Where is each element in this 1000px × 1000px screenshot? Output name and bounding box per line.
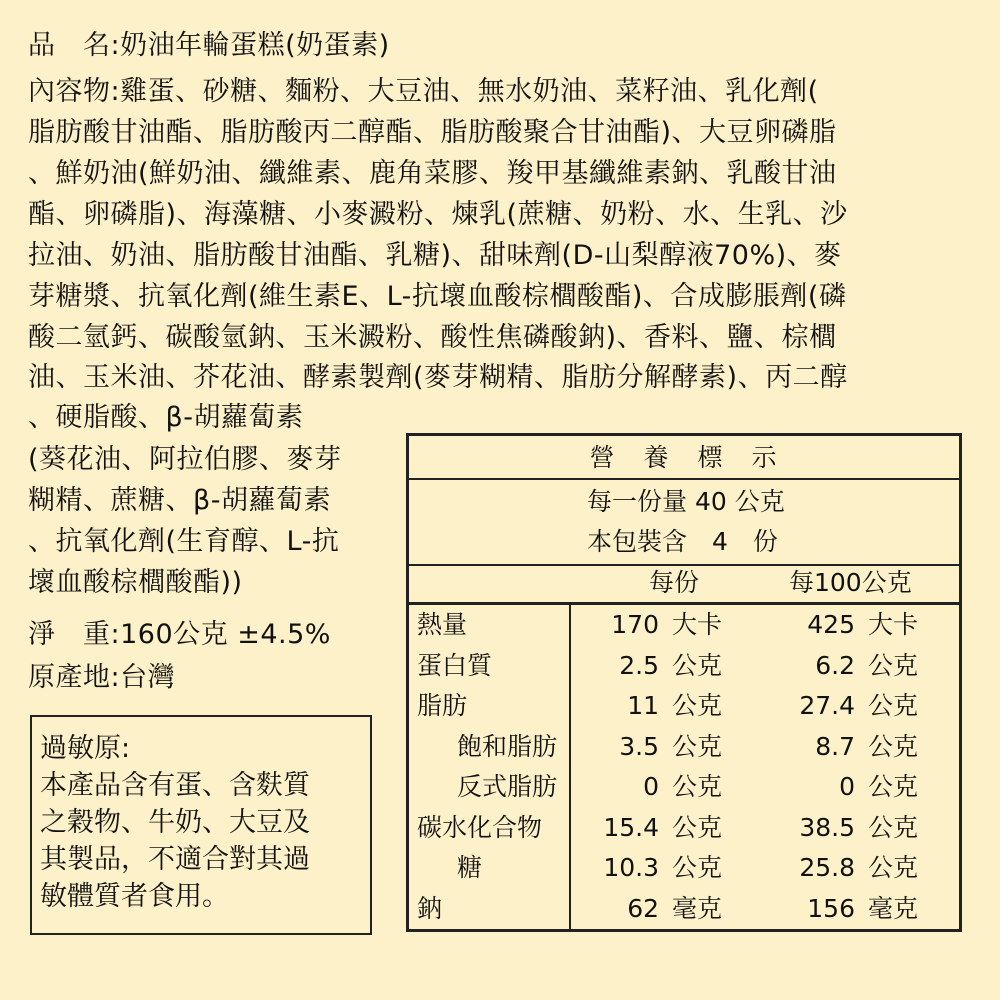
nutrient-name: 蛋白質 xyxy=(417,650,493,680)
col-per-100g: 每100公克 xyxy=(789,568,912,597)
nutrient-name: 碳水化合物 xyxy=(417,812,543,842)
nutrition-title: 營 養 標 示 xyxy=(589,443,779,472)
per-100g-value: 27.4 xyxy=(799,691,855,720)
allergen-box xyxy=(30,715,372,935)
origin: 原產地:台灣 xyxy=(28,662,176,693)
per-serving-unit: 毫克 xyxy=(672,893,723,923)
per-100g-value: 25.8 xyxy=(799,853,855,882)
ingredients-line: 酸二氫鈣、碳酸氫鈉、玉米澱粉、酸性焦磷酸鈉)、香料、鹽、棕櫚 xyxy=(28,322,837,353)
product-name-value: 奶油年輪蛋糕(奶蛋素) xyxy=(120,30,390,61)
allergen-line: 之穀物、牛奶、大豆及 xyxy=(40,807,310,838)
per-serving-value: 3.5 xyxy=(619,731,659,761)
divider xyxy=(409,602,959,605)
ingredients-line: 酯、卵磷脂)、海藻糖、小麥澱粉、煉乳(蔗糖、奶粉、水、生乳、沙 xyxy=(28,199,848,230)
ingredients-line: 糊精、蔗糖、β-胡蘿蔔素 xyxy=(28,485,331,516)
per-100g-unit: 公克 xyxy=(868,772,919,801)
per-100g-unit: 公克 xyxy=(868,691,919,720)
per-serving-unit: 公克 xyxy=(672,812,723,842)
net-weight: 淨 重:160公克 ±4.5% xyxy=(28,619,331,650)
allergen-line: 本產品含有蛋、含麩質 xyxy=(40,770,310,801)
column-divider xyxy=(569,603,571,929)
product-name-label: 品 名: xyxy=(28,30,121,61)
per-100g-value: 6.2 xyxy=(815,650,855,680)
col-per-serving: 每份 xyxy=(649,568,700,597)
ingredients-line: 脂肪酸甘油酯、脂肪酸丙二醇酯、脂肪酸聚合甘油酯)、大豆卵磷脂 xyxy=(28,117,837,148)
per-serving-value: 0 xyxy=(643,772,659,801)
per-100g-value: 38.5 xyxy=(799,812,855,842)
per-100g-value: 0 xyxy=(839,772,855,801)
ingredients-line: 內容物:雞蛋、砂糖、麵粉、大豆油、無水奶油、菜籽油、乳化劑( xyxy=(28,76,819,107)
nutrient-name: 飽和脂肪 xyxy=(457,731,558,761)
per-serving-unit: 公克 xyxy=(672,853,723,882)
product-name xyxy=(28,26,390,66)
nutrient-name: 熱量 xyxy=(417,610,468,639)
per-serving-value: 2.5 xyxy=(619,650,659,680)
nutrient-name: 脂肪 xyxy=(417,691,468,720)
allergen-title: 過敏原: xyxy=(40,733,131,764)
per-100g-unit: 公克 xyxy=(868,650,919,680)
per-serving-unit: 公克 xyxy=(672,650,723,680)
nutrient-name: 糖 xyxy=(457,853,483,882)
per-100g-value: 425 xyxy=(807,610,855,639)
per-serving-value: 62 xyxy=(627,893,659,923)
per-100g-unit: 公克 xyxy=(868,812,919,842)
allergen-line: 其製品，不適合對其過 xyxy=(40,844,310,875)
ingredients-line: (葵花油、阿拉伯膠、麥芽 xyxy=(28,444,342,475)
per-serving-unit: 公克 xyxy=(672,772,723,801)
ingredients-line: 壞血酸棕櫚酸酯)) xyxy=(28,567,243,598)
per-serving-value: 11 xyxy=(627,691,659,720)
per-100g-value: 8.7 xyxy=(815,731,855,761)
per-serving-unit: 大卡 xyxy=(672,610,723,639)
per-100g-unit: 公克 xyxy=(868,731,919,761)
ingredients-line: 、硬脂酸、β-胡蘿蔔素 xyxy=(28,402,304,433)
per-serving-value: 10.3 xyxy=(603,853,659,882)
ingredients-line: 芽糖漿、抗氧化劑(維生素E、L-抗壞血酸棕櫚酸酯)、合成膨脹劑(磷 xyxy=(28,281,847,312)
ingredients-line: 、抗氧化劑(生育醇、L-抗 xyxy=(28,526,340,557)
ingredients-line: 拉油、奶油、脂肪酸甘油酯、乳糖)、甜味劑(D-山梨醇液70%)、麥 xyxy=(28,240,842,271)
per-100g-unit: 公克 xyxy=(868,853,919,882)
per-serving-unit: 公克 xyxy=(672,731,723,761)
nutrient-name: 鈉 xyxy=(417,893,443,923)
ingredients-line: 、鮮奶油(鮮奶油、纖維素、鹿角菜膠、羧甲基纖維素鈉、乳酸甘油 xyxy=(28,158,837,189)
serving-size: 每一份量 40 公克 xyxy=(587,487,785,516)
per-100g-unit: 大卡 xyxy=(868,610,919,639)
divider xyxy=(409,478,959,480)
nutrition-table xyxy=(406,433,962,932)
ingredients-line: 油、玉米油、芥花油、酵素製劑(麥芽糊精、脂肪分解酵素)、丙二醇 xyxy=(28,362,848,393)
per-serving-unit: 公克 xyxy=(672,691,723,720)
nutrient-name: 反式脂肪 xyxy=(457,772,558,801)
per-100g-value: 156 xyxy=(807,893,855,923)
per-serving-value: 15.4 xyxy=(603,812,659,842)
per-100g-unit: 毫克 xyxy=(868,893,919,923)
per-serving-value: 170 xyxy=(611,610,659,639)
servings-per-package: 本包裝含 4 份 xyxy=(587,527,778,556)
allergen-line: 敏體質者食用。 xyxy=(40,881,229,912)
